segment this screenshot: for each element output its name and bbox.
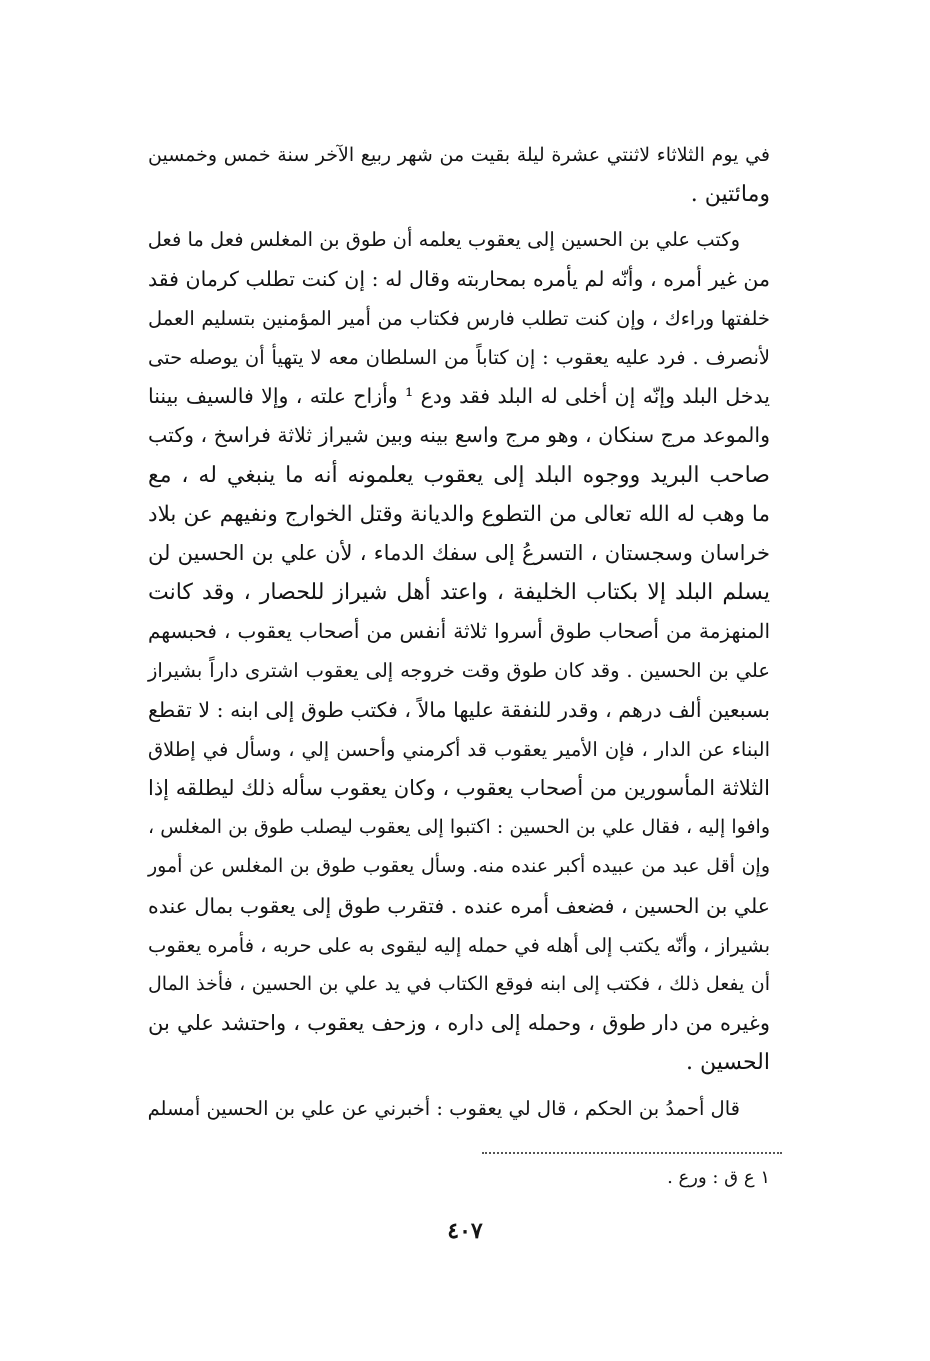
text-line: صاحب البريد ووجوه البلد إلى يعقوب يعلمونه أنه ما ينبغي له ، مع bbox=[148, 462, 770, 488]
text-line: الثلاثة المأسورين من أصحاب يعقوب ، وكان يعقوب سأله ذلك ليطلقه إذا bbox=[148, 776, 770, 800]
text-line: في يوم الثلاثاء لاثنتي عشرة ليلة بقيت من شهر ربيع الآخر سنة خمس وخمسين bbox=[148, 144, 770, 166]
text-line: وكتب علي بن الحسين إلى يعقوب يعلمه أن طوق بن المغلس فعل ما فعل bbox=[147, 228, 740, 252]
text-line: ومائتين . bbox=[690, 182, 770, 208]
footnote: ١ ع ق : ورع . bbox=[667, 1167, 770, 1188]
text-line: البناء عن الدار ، فإن الأمير يعقوب قد أكرمني وأحسن إلي ، وسأل في إطلاق bbox=[148, 737, 770, 761]
text-line: الحسين . bbox=[685, 1050, 770, 1076]
text-line: والموعد مرج سنكان ، وهو مرج واسع بينه وبين شيراز ثلاثة فراسخ ، وكتب bbox=[148, 423, 770, 448]
text-line: علي بن الحسين . وقد كان طوق وقت خروجه إلى يعقوب اشترى داراً بشيراز bbox=[148, 659, 770, 683]
text-line: بسبعين ألف درهم ، وقدر للنفقة عليها مالاً ، فكتب طوق إلى ابنه : لا تقطع bbox=[148, 697, 770, 722]
text-line: المنهزمة من أصحاب طوق أسروا ثلاثة أنفس من أصحاب يعقوب ، فحبسهم bbox=[148, 619, 770, 644]
body-text bbox=[148, 136, 770, 1128]
text-line: خراسان وسجستان ، التسرعُ إلى سفك الدماء ، لأن علي بن الحسين لن bbox=[148, 540, 770, 565]
text-line: لأنصرف . فرد عليه يعقوب : إن كتاباً من السلطان معه لا يتهيأ أن يوصله حتى bbox=[148, 345, 770, 369]
text-line: ما وهب له الله تعالى من التطوع والديانة وقتل الخوارج ونفيهم عن بلاد bbox=[148, 501, 770, 527]
text-line: بشيراز ، وأنّه يكتب إلى أهله في حمله إليه ليقوى به على حربه ، فأمره يعقوب bbox=[148, 933, 770, 957]
text-line: من غير أمره ، وأنّه لم يأمره بمحاربته وقال له : إن كنت تطلب كرمان فقد bbox=[148, 266, 770, 291]
text-line: يدخل البلد وإنّه إن أخلى له البلد فقد ودع ¹ وأزاح علته ، وإلا فالسيف بيننا bbox=[148, 384, 770, 409]
footnote-divider bbox=[482, 1152, 782, 1154]
text-line: يسلم البلد إلا بكتاب الخليفة ، واعتد أهل شيراز للحصار ، وقد كانت bbox=[148, 580, 770, 606]
page-number: ٤٠٧ bbox=[447, 1218, 483, 1244]
text-line: وافوا إليه ، فقال علي بن الحسين : اكتبوا إلى يعقوب ليصلب طوق بن المغلس ، bbox=[148, 816, 770, 839]
text-line: وغيره من دار طوق ، وحمله إلى داره ، وزحف يعقوب ، واحتشد علي بن bbox=[148, 1011, 770, 1036]
text-line: أن يفعل ذلك ، فكتب إلى ابنه فوقع الكتاب في يد علي بن الحسين ، فأخذ المال bbox=[148, 972, 770, 995]
text-line: وإن أقل عبد من عبيده أكبر عنده منه. وسأل يعقوب طوق بن المغلس عن أمور bbox=[148, 855, 770, 878]
text-line: علي بن الحسين ، فضعف أمره عنده . فتقرب طوق إلى يعقوب بمال عنده bbox=[148, 893, 770, 918]
text-line: خلفتها وراءك ، وإن كنت تطلب فارس فكتاب من أمير المؤمنين بتسليم العمل bbox=[148, 306, 770, 330]
text-line: قال أحمدُ بن الحكم ، قال لي يعقوب : أخبرني عن علي بن الحسين أمسلم bbox=[147, 1096, 740, 1120]
